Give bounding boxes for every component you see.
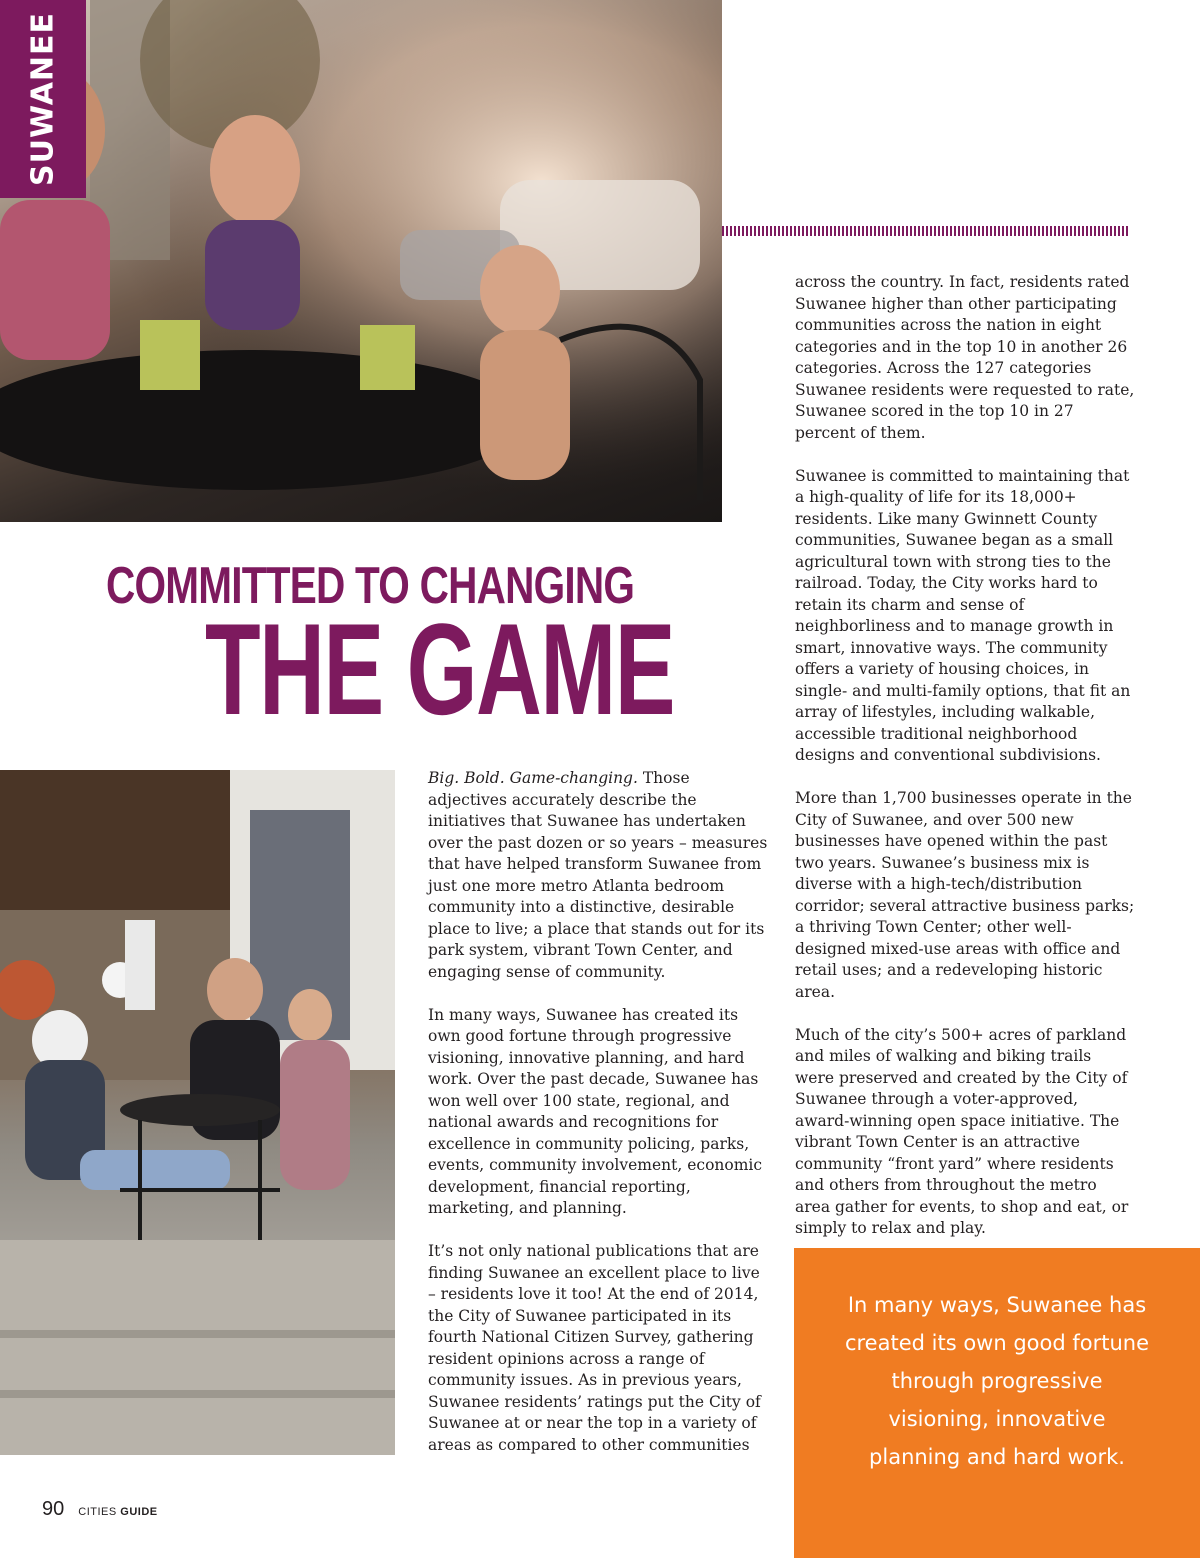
photo-children-illustration	[0, 0, 722, 522]
article-paragraph: across the country. In fact, residents rated Suwanee higher than other participating communities across the nation in eight categories and in the top 10 in another 26 categories. Across the 127 categories Suwanee residents were requested to rate, Suwanee scored in the top 10 in 27 percent of them.	[795, 273, 1135, 442]
photo-children-at-cafe-table	[0, 0, 722, 522]
article-column-left	[428, 768, 768, 1478]
article-paragraph: It’s not only national publications that are finding Suwanee an excellent place to live – residents love it too! At the end of 2014, the City of Suwanee participated in its fourth National Citizen Survey, gathering resident opinions across a range of community issues. As in previous years, Suwanee residents’ ratings put the City of Suwanee at or near the top in a variety of areas as compared to other communities	[428, 1242, 761, 1454]
publication-name-regular: CITIES	[78, 1506, 121, 1518]
article-lead-italic: Big. Bold. Game-changing.	[428, 769, 638, 787]
article-paragraph: More than 1,700 businesses operate in the City of Suwanee, and over 500 new businesses have opened within the past two years. Suwanee’s business mix is diverse with a high-tech/distribution corridor; several attractive business parks; a thriving Town Center; other well-designed mixed-use areas with office and retail uses; and a redeveloping historic area.	[795, 789, 1135, 1001]
photo-patio-illustration	[0, 770, 395, 1455]
article-paragraph: Suwanee is committed to maintaining that a high-quality of life for its 18,000+ residents. Like many Gwinnett County communities, Suwanee began as a small agricultural town with strong ties to the railroad. Today, the City works hard to retain its charm and sense of neighborliness and to manage growth in smart, innovative ways. The community offers a variety of housing choices, in single- and multi-family options, that fit an array of lifestyles, including walkable, accessible traditional neighborhood designs and conventional subdivisions.	[795, 466, 1131, 764]
article-paragraph: Much of the city’s 500+ acres of parkland and miles of walking and biking trails were preserved and created by the City of Suwanee through a voter-approved, award-winning open space initiative. The vibrant Town Center is an attractive community “front yard” where residents and others from throughout the metro area gather for events, to shop and eat, or simply to relax and play.	[795, 1025, 1129, 1237]
page-number: 90	[42, 1498, 65, 1520]
article-lead-text: Those adjectives accurately describe the initiatives that Suwanee has undertaken over the past dozen or so years – measures that have helped transform Suwanee from just one more metro Atlanta bedroom community into a distinctive, desirable place to live; a place that stands out for its park system, vibrant Town Center, and engaging sense of community.	[428, 769, 768, 981]
section-tab-label: SUWANEE	[25, 11, 61, 187]
decorative-dashed-rule	[722, 226, 1128, 236]
photo-town-center-patio	[0, 770, 395, 1455]
page-folio	[42, 1498, 158, 1521]
publication-name-bold: GUIDE	[120, 1506, 158, 1518]
article-column-right	[795, 272, 1135, 1261]
article-paragraph	[428, 768, 768, 983]
article-paragraph: In many ways, Suwanee has created its own good fortune through progressive visioning, innovative planning, and hard work. Over the past decade, Suwanee has won well over 100 state, regional, and national awards and recognitions for excellence in community policing, parks, events, community involvement, economic development, financial reporting, marketing, and planning.	[428, 1005, 763, 1217]
headline-line-2: THE GAME	[205, 596, 675, 742]
pull-quote-text: In many ways, Suwanee has created its own good fortune through progressive visioning, innovative planning and hard work.	[844, 1293, 1150, 1469]
headline-line-1: COMMITTED TO CHANGING	[106, 557, 635, 615]
section-tab	[0, 0, 86, 198]
pull-quote-box	[794, 1248, 1200, 1558]
